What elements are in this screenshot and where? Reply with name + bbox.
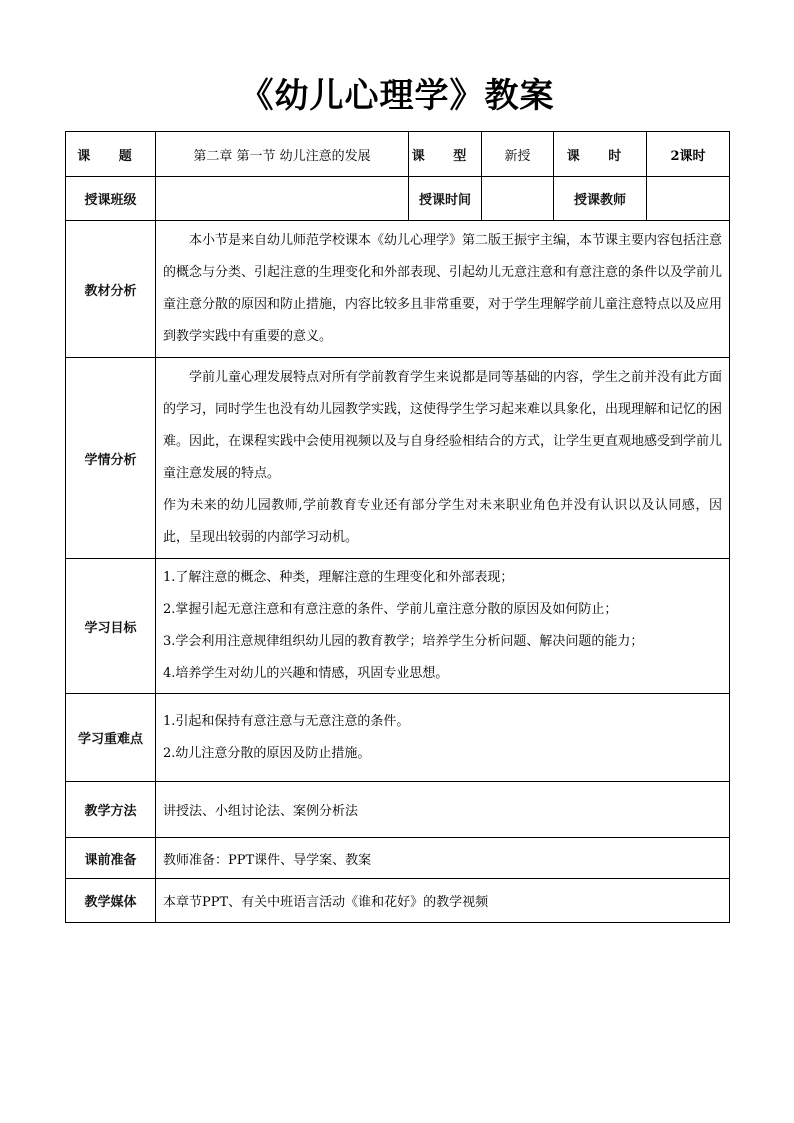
teaching-methods-value: 讲授法、小组讨论法、案例分析法 bbox=[156, 782, 730, 838]
type-value: 新授 bbox=[482, 132, 554, 177]
type-label: 课 型 bbox=[409, 132, 482, 177]
media-label: 教学媒体 bbox=[66, 879, 156, 923]
key-points-cell bbox=[156, 694, 730, 782]
row-media bbox=[66, 879, 730, 923]
time-label: 授课时间 bbox=[409, 177, 482, 221]
time-value bbox=[482, 177, 554, 221]
material-analysis-text: 本小节是来自幼儿师范学校课本《幼儿心理学》第二版王振宇主编，本节课主要内容包括注意的概念与分类、引起注意的生理变化和外部表现、引起幼儿无意注意和有意注意的条件以及学前儿童注意分散的原因和防止措施，内容比较多且非常重要，对于学生理解学前儿童注意特点以及应用到教学实践中有重要的意义。 bbox=[163, 233, 723, 344]
topic-value: 第二章 第一节 幼儿注意的发展 bbox=[156, 132, 409, 177]
row-preparation bbox=[66, 838, 730, 879]
student-analysis-label: 学情分析 bbox=[66, 358, 156, 559]
student-analysis-paragraph-1: 学前儿童心理发展特点对所有学前教育学生来说都是同等基础的内容，学生之前并没有此方面的学习，同时学生也没有幼儿园教学实践，这使得学生学习起来难以具象化，出现理解和记忆的困难。因此，在课程实践中会使用视频以及与自身经验相结合的方式，让学生更直观地感受到学前儿童注意发展的特点。 bbox=[163, 370, 723, 481]
teacher-value bbox=[647, 177, 730, 221]
key-point-item: 2.幼儿注意分散的原因及防止措施。 bbox=[163, 745, 371, 761]
row-class bbox=[66, 177, 730, 221]
key-points-label: 学习重难点 bbox=[66, 694, 156, 782]
media-value: 本章节PPT、有关中班语言活动《谁和花好》的教学视频 bbox=[156, 879, 730, 923]
learning-goals-label: 学习目标 bbox=[66, 559, 156, 694]
learning-goals-cell bbox=[156, 559, 730, 694]
row-material-analysis bbox=[66, 221, 730, 358]
student-analysis-paragraph-2: 作为未来的幼儿园教师,学前教育专业还有部分学生对未来职业角色并没有认识以及认同感，因此，呈现出较弱的内部学习动机。 bbox=[163, 498, 722, 545]
material-analysis-label: 教材分析 bbox=[66, 221, 156, 358]
key-point-item: 1.引起和保持有意注意与无意注意的条件。 bbox=[163, 713, 410, 729]
student-analysis-cell bbox=[156, 358, 730, 559]
hours-value: 2课时 bbox=[647, 132, 730, 177]
row-teaching-methods bbox=[66, 782, 730, 838]
class-value bbox=[156, 177, 409, 221]
preparation-value: 教师准备：PPT课件、导学案、教案 bbox=[156, 838, 730, 879]
topic-label: 课 题 bbox=[66, 132, 156, 177]
page-title: 《幼儿心理学》教案 bbox=[239, 76, 555, 116]
row-topic bbox=[66, 132, 730, 177]
row-student-analysis bbox=[66, 358, 730, 559]
material-analysis-cell bbox=[156, 221, 730, 358]
preparation-label: 课前准备 bbox=[66, 838, 156, 879]
class-label: 授课班级 bbox=[66, 177, 156, 221]
hours-label: 课 时 bbox=[554, 132, 647, 177]
learning-goal-item: 2.掌握引起无意注意和有意注意的条件、学前儿童注意分散的原因及如何防止； bbox=[163, 602, 618, 617]
learning-goal-item: 4.培养学生对幼儿的兴趣和情感，巩固专业思想。 bbox=[163, 666, 449, 681]
learning-goal-item: 1.了解注意的概念、种类，理解注意的生理变化和外部表现； bbox=[163, 570, 514, 585]
row-learning-goals bbox=[66, 559, 730, 694]
lesson-plan-table bbox=[65, 131, 730, 923]
teaching-methods-label: 教学方法 bbox=[66, 782, 156, 838]
row-key-points bbox=[66, 694, 730, 782]
learning-goal-item: 3.学会利用注意规律组织幼儿园的教育教学；培养学生分析问题、解决问题的能力； bbox=[163, 634, 644, 649]
teacher-label: 授课教师 bbox=[554, 177, 647, 221]
